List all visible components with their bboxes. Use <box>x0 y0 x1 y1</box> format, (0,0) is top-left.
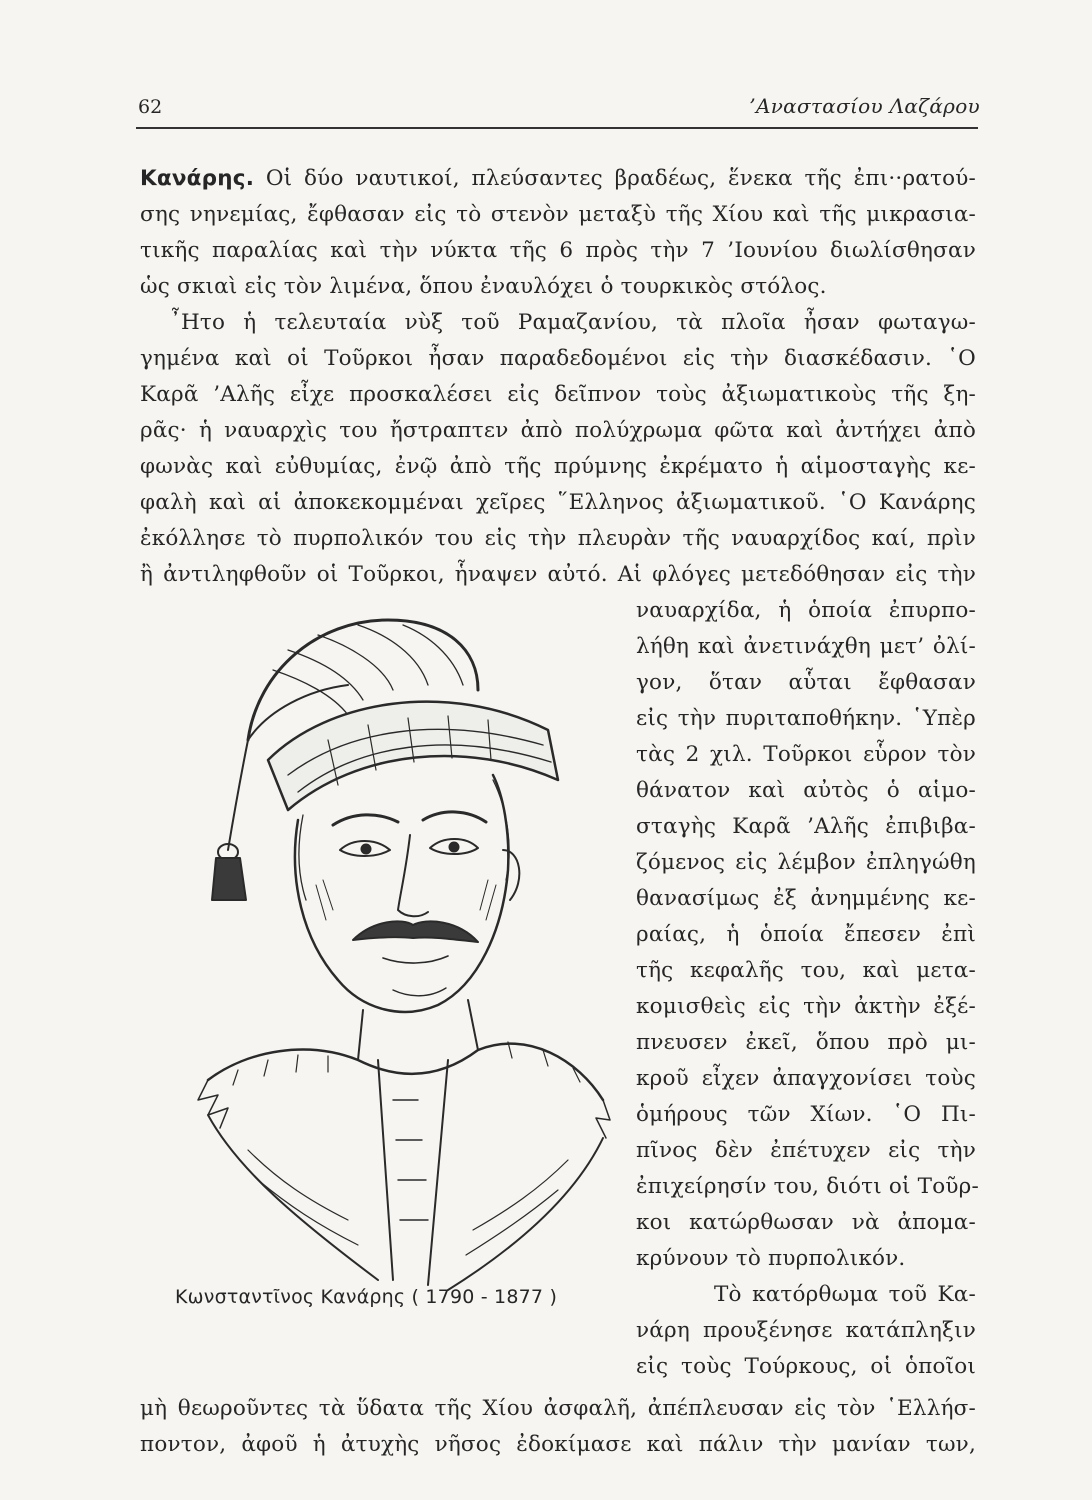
body-line: ποντον, ἀφοῦ ἡ ἀτυχὴς νῆσος ἐδοκίμασε καὶ πάλιν τὴν μανίαν των, <box>140 1432 976 1457</box>
column-line: σταγὴς Καρᾶ ’Αλῆς ἐπιβιβα- <box>636 814 976 839</box>
column-line: εἰς τοὺς Τούρκους, οἱ ὁποῖοι <box>636 1354 976 1379</box>
portrait-caption: Κωνσταντῖνος Κανάρης ( 1790 - 1877 ) <box>175 1286 558 1308</box>
column-line: ἐπιχείρησίν του, διότι οἱ Τοῦρ- <box>636 1174 979 1199</box>
header-rule <box>136 127 978 129</box>
column-line: ὁμήρους τῶν Χίων. ῾Ο Πι- <box>636 1102 976 1127</box>
column-line: πνευσεν ἐκεῖ, ὅπου πρὸ μι- <box>636 1030 976 1055</box>
column-line: Τὸ κατόρθωμα τοῦ Κα- <box>714 1282 976 1307</box>
running-head: ’Αναστασίου Λαζάρου <box>749 94 980 118</box>
body-line: τικῆς παραλίας καὶ τὴν νύκτα τῆς 6 πρὸς τὴν 7 ’Ιουνίου διωλίσθησαν <box>140 238 976 263</box>
page-number: 62 <box>138 96 163 118</box>
body-line: φωνὰς καὶ εὐθυμίας, ἐνῷ ἀπὸ τῆς πρύμνης ἐκρέματο ἡ αἱμοσταγὴς κε- <box>140 454 976 479</box>
body-line: ἢ ἀντιληφθοῦν οἱ Τοῦρκοι, ἧναψεν αὐτό. Αἱ φλόγες μετεδόθησαν εἰς τὴν <box>140 562 976 587</box>
column-line: ζόμενος εἰς λέμβον ἐπληγώθη <box>636 850 976 875</box>
body-line: γημένα καὶ οἱ Τοῦρκοι ἦσαν παραδεδομένοι εἰς τὴν διασκέδασιν. ῾Ο <box>140 346 976 371</box>
body-line: σης νηνεμίας, ἔφθασαν εἰς τὸ στενὸν μεταξὺ τῆς Χίου καὶ τῆς μικρασια- <box>140 202 976 227</box>
column-line: τῆς κεφαλῆς του, καὶ μετα- <box>636 958 976 983</box>
column-line: πῖνος δὲν ἐπέτυχεν εἰς τὴν <box>636 1138 976 1163</box>
column-line: ναυαρχίδα, ἡ ὁποία ἐπυρπο- <box>636 598 976 623</box>
body-line: ρᾶς· ἡ ναυαρχὶς του ἤστραπτεν ἀπὸ πολύχρωμα φῶτα καὶ ἀντήχει ἀπὸ <box>140 418 976 443</box>
column-line: θανασίμως ἐξ ἀνημμένης κε- <box>636 886 976 911</box>
column-line: εἰς τὴν πυριταποθήκην. ῾Υπὲρ <box>636 706 976 731</box>
column-line: κομισθεὶς εἰς τὴν ἀκτὴν ἐξέ- <box>636 994 976 1019</box>
column-line: νάρη προυξένησε κατάπληξιν <box>636 1318 976 1343</box>
body-line: ῏Ητο ἡ τελευταία νὺξ τοῦ Ραμαζανίου, τὰ πλοῖα ἦσαν φωταγω- <box>170 310 976 335</box>
column-line: ραίας, ἡ ὁποία ἔπεσεν ἐπὶ <box>636 922 976 947</box>
body-line: ὡς σκιαὶ εἰς τὸν λιμένα, ὅπου ἐναυλόχει ὁ τουρκικὸς στόλος. <box>140 274 827 299</box>
portrait-illustration <box>148 580 618 1295</box>
column-line: γον, ὅταν αὗται ἔφθασαν <box>636 670 976 695</box>
body-line <box>140 168 976 190</box>
column-line: τὰς 2 χιλ. Τοῦρκοι εὗρον τὸν <box>636 742 976 767</box>
body-line: μὴ θεωροῦντες τὰ ὕδατα τῆς Χίου ἀσφαλῆ, ἀπέπλευσαν εἰς τὸν ῾Ελλήσ- <box>140 1396 976 1421</box>
body-line: ἐκόλλησε τὸ πυρπολικόν του εἰς τὴν πλευρὰν τῆς ναυαρχίδος καί, πρὶν <box>140 526 976 551</box>
column-line: θάνατον καὶ αὐτὸς ὁ αἱμο- <box>636 778 976 803</box>
body-line: Καρᾶ ’Αλῆς εἶχε προσκαλέσει εἰς δεῖπνον τοὺς ἀξιωματικοὺς τῆς ξη- <box>140 382 976 407</box>
body-line: φαλὴ καὶ αἱ ἀποκεκομμέναι χεῖρες ῞Ελληνος ἀξιωματικοῦ. ῾Ο Κανάρης <box>140 490 976 515</box>
column-line: λήθη καὶ ἀνετινάχθη μετ’ ὀλί- <box>636 634 976 659</box>
column-line: κοι κατώρθωσαν νὰ ἀπομα- <box>636 1210 976 1235</box>
column-line: κροῦ εἶχεν ἀπαγχονίσει τοὺς <box>636 1066 976 1091</box>
column-line: κρύνουν τὸ πυρπολικόν. <box>636 1246 906 1271</box>
body-line-text: Οἱ δύο ναυτικοί, πλεύσαντες βραδέως, ἕνεκα τῆς ἐπι··ρατού- <box>265 166 976 191</box>
lead-word: Κανάρης. <box>140 166 255 191</box>
